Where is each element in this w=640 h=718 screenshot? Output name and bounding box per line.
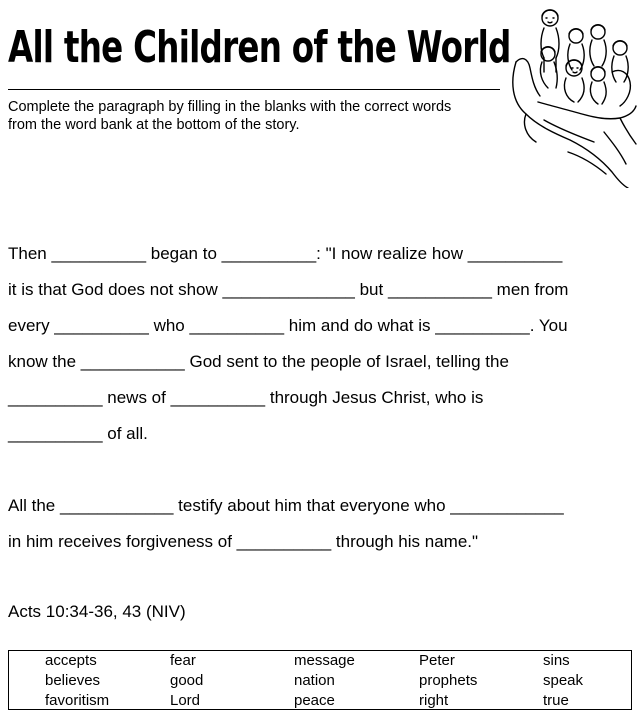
- word-bank-word: prophets: [419, 672, 478, 689]
- word-bank-column: [45, 651, 109, 711]
- children-in-hand-illustration: [508, 2, 638, 188]
- passage-line: in him receives forgiveness of __________ through his name.": [8, 532, 479, 551]
- word-bank-word: speak: [543, 672, 584, 689]
- word-bank-word: nation: [294, 672, 335, 689]
- word-bank-word: favoritism: [45, 692, 110, 709]
- word-bank-word: believes: [45, 672, 101, 689]
- worksheet-title: All the Children of the World: [8, 22, 511, 73]
- scripture-citation: Acts 10:34-36, 43 (NIV): [8, 602, 186, 621]
- word-bank-word: good: [170, 672, 204, 689]
- title-divider: [8, 89, 500, 90]
- passage-paragraph-2: [8, 488, 634, 560]
- passage-line: it is that God does not show ______________ but ___________ men from: [8, 280, 569, 299]
- word-bank-column: [419, 651, 477, 711]
- word-bank-word: Peter: [419, 652, 455, 669]
- passage-line: __________ news of __________ through Jesus Christ, who is: [8, 388, 484, 407]
- word-bank-word: message: [294, 652, 355, 669]
- word-bank-column: [543, 651, 583, 711]
- passage-line: know the ___________ God sent to the people of Israel, telling the: [8, 352, 509, 371]
- word-bank-word: true: [543, 692, 569, 709]
- word-bank-word: sins: [543, 652, 570, 669]
- word-bank: [8, 650, 632, 710]
- passage-line: every __________ who __________ him and do what is __________. You: [8, 316, 568, 335]
- instructions-line: from the word bank at the bottom of the story.: [8, 117, 300, 133]
- word-bank-column: [170, 651, 203, 711]
- word-bank-word: Lord: [170, 692, 201, 709]
- passage-line: Then __________ began to __________: "I now realize how __________: [8, 244, 563, 263]
- passage-paragraph-1: [8, 236, 634, 452]
- word-bank-word: peace: [294, 692, 335, 709]
- word-bank-word: fear: [170, 652, 196, 669]
- passage-line: All the ____________ testify about him that everyone who ____________: [8, 496, 564, 515]
- word-bank-column: [294, 651, 355, 711]
- passage-line: __________ of all.: [8, 424, 148, 443]
- word-bank-word: accepts: [45, 652, 97, 669]
- instructions-line: Complete the paragraph by filling in the blanks with the correct words: [8, 99, 452, 115]
- word-bank-word: right: [419, 692, 449, 709]
- instructions: [8, 98, 508, 134]
